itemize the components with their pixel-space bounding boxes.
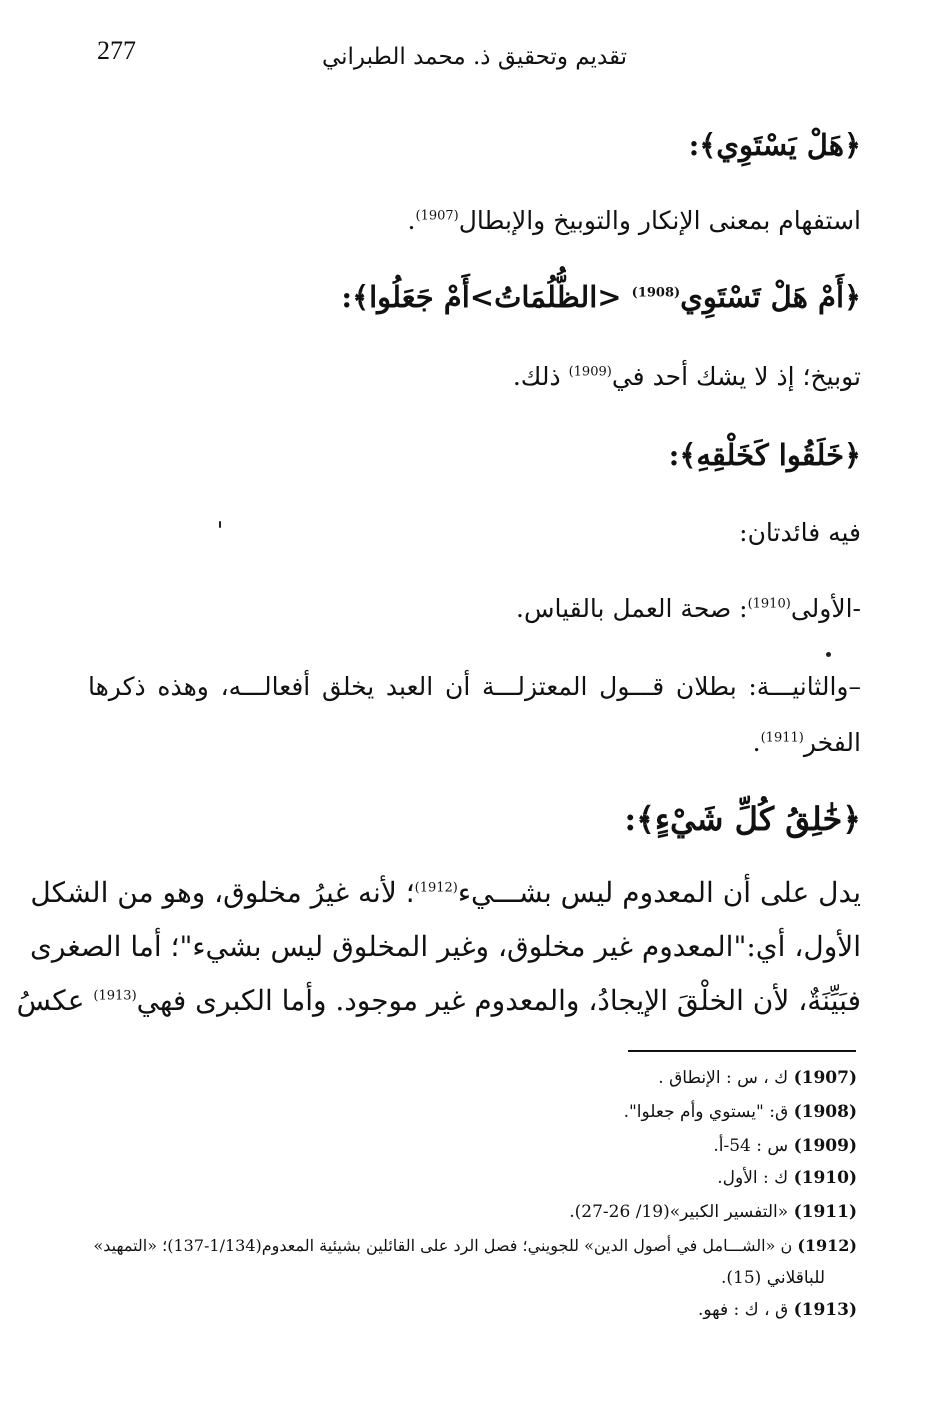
paragraph-5-line-2: الفخر$^{(1911)}$. <box>752 728 861 757</box>
footnote-1907: (1907) ك ، س : الإنطاق . <box>658 1068 857 1088</box>
verse-heading-1: ﴿هَلْ يَسْتَوِي﴾: <box>688 128 861 162</box>
footnote-ref-1909: (1909) <box>568 364 612 380</box>
footnote-1912-continued: للباقلاني (15). <box>720 1268 825 1288</box>
footnote-divider <box>628 1050 856 1052</box>
verse-heading-2: ﴿أَمْ هَلْ تَسْتَوِي$^{(1908)}$ <الظُّلُمَاتُ>أَمْ جَعَلُوا﴾: <box>341 280 861 314</box>
page-number: 277 <box>97 36 136 65</box>
paragraph-2: توبيخ؛ إذ لا يشك أحد في$^{(1909)}$ ذلك. <box>512 362 861 391</box>
footnote-ref-1910: (1910) <box>747 596 791 612</box>
footnote-ref-1908: (1908) <box>631 285 681 301</box>
paragraph-6-line-3: فبَيِّنَةٌ، لأن الخلْقَ الإيجادُ، والمعدوم غير موجود. وأما الكبرى فهي$^{(1913)}$ عكسُ <box>16 984 861 1017</box>
footnote-1912: (1912) ن «الشـــامل في أصول الدين» للجويني؛ فصل الرد على القائلين بشيئية المعدوم(1/134-137)؛ «التمهيد» <box>93 1236 857 1255</box>
paragraph-1: استفهام بمعنى الإنكار والتوبيخ والإبطال$^{(1907)}$. <box>407 206 861 235</box>
footnote-1908: (1908) ق: "يستوي وأم جعلوا". <box>623 1102 857 1122</box>
footnote-ref-1912: (1912) <box>414 880 458 896</box>
verse-heading-3: ﴿خَلَقُوا كَخَلْقِهِ﴾: <box>668 438 861 472</box>
paragraph-5-line-1: –والثانيـــة: بطلان قـــول المعتزلـــة أن العبد يخلق أفعالـــه، وهذه ذكرها <box>88 672 861 701</box>
paragraph-6-line-2: الأول، أي:"المعدوم غير مخلوق، وغير المخلوق ليس بشيء"؛ أما الصغرى <box>29 930 861 963</box>
paragraph-6-line-1: يدل على أن المعدوم ليس بشـــيء$^{(1912)}$؛ لأنه غيرُ مخلوق، وهو من الشكل <box>30 876 861 909</box>
footnote-1910: (1910) ك : الأول. <box>717 1168 857 1188</box>
paragraph-3: فيه فائدتان: <box>739 518 861 547</box>
print-speck <box>219 521 221 528</box>
print-speck <box>826 652 831 657</box>
footnote-1911: (1911) «التفسير الكبير»(19/ 26-27). <box>569 1202 857 1222</box>
footnote-ref-1911: (1911) <box>760 730 804 746</box>
footnote-1909: (1909) س : 54-أ. <box>713 1136 857 1156</box>
footnote-1913: (1913) ق ، ك : فهو. <box>697 1300 857 1320</box>
verse-heading-4: ﴿خَٰلِقُ كُلِّ شَيْءٍ﴾: <box>624 800 861 838</box>
footnote-ref-1907: (1907) <box>415 208 459 224</box>
paragraph-4: -الأولى$^{(1910)}$: صحة العمل بالقياس. <box>516 594 861 623</box>
running-title: تقديم وتحقيق ذ. محمد الطبراني <box>321 44 628 70</box>
footnote-ref-1913: (1913) <box>93 988 137 1004</box>
